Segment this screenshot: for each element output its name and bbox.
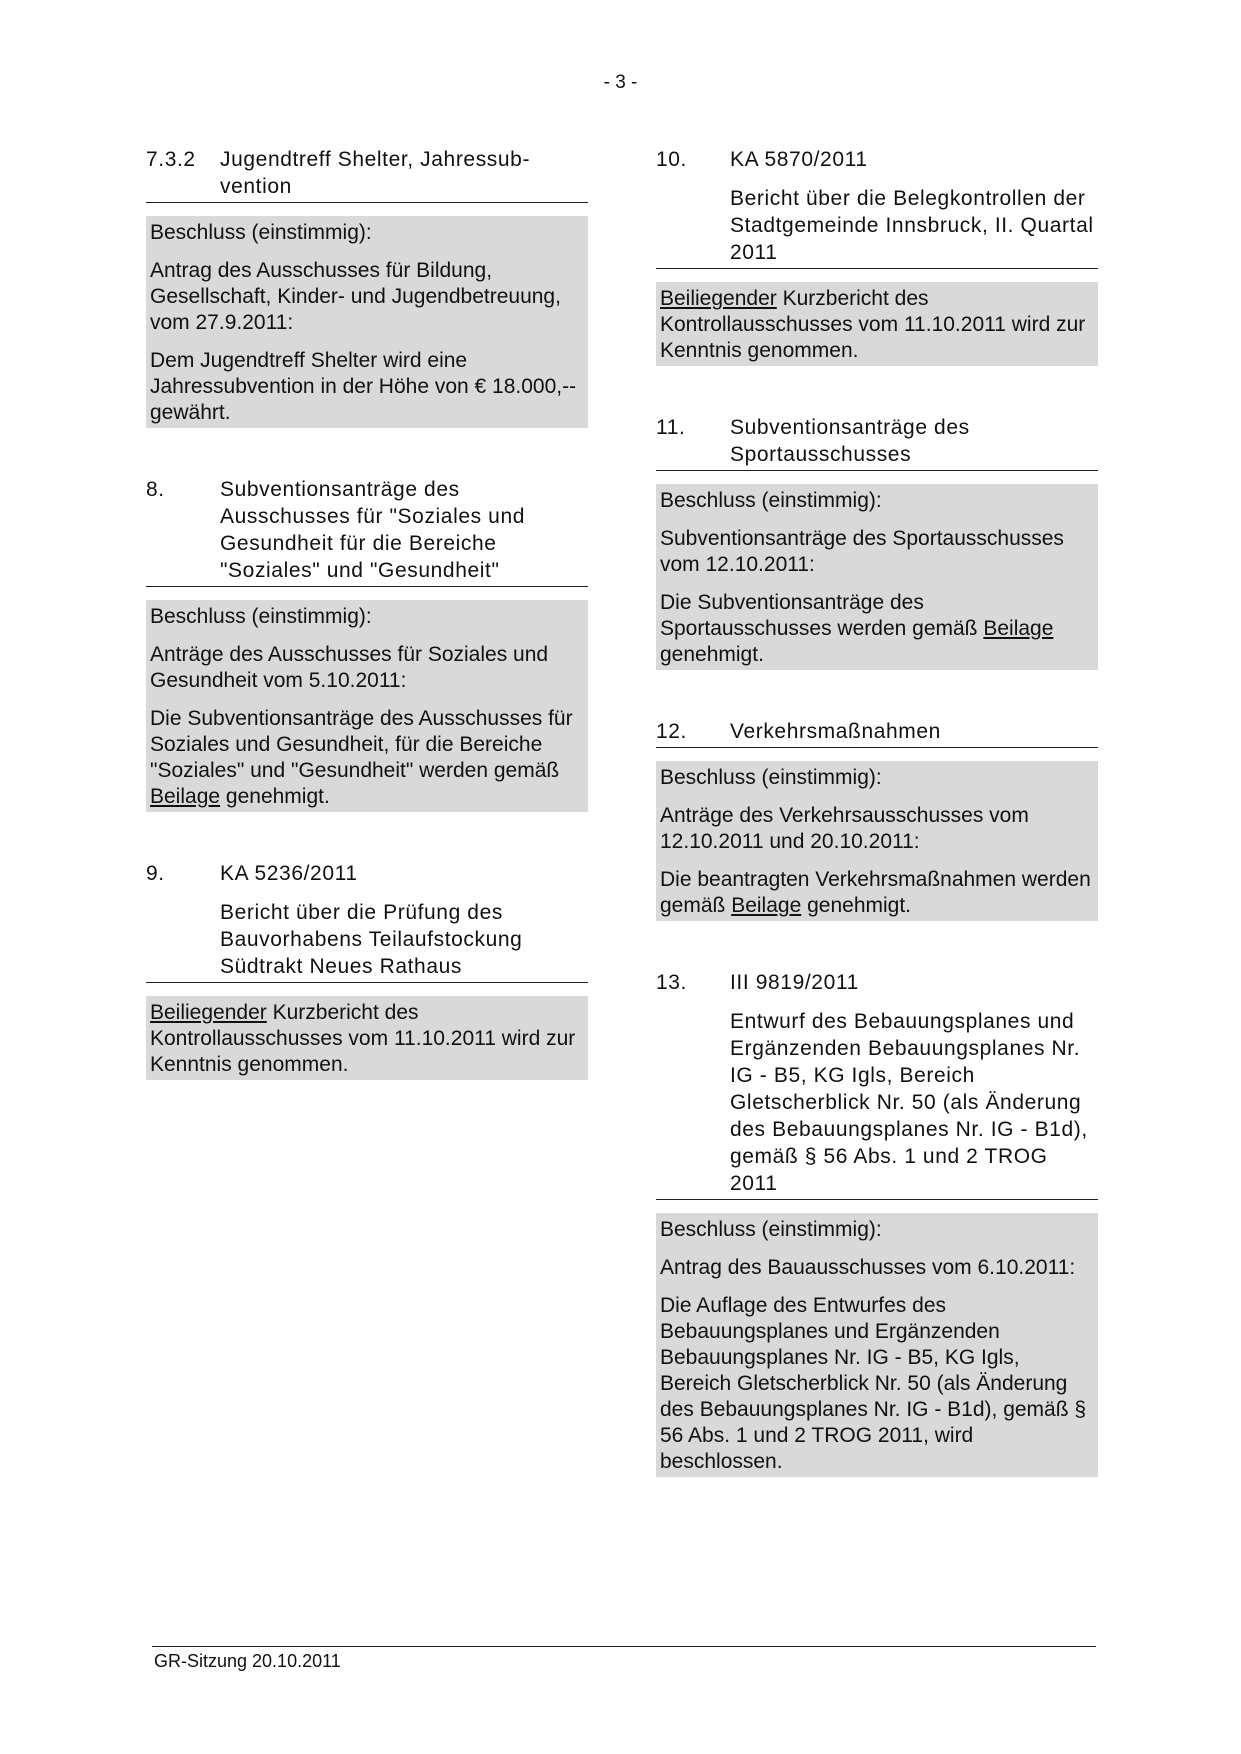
report-text xyxy=(660,286,1094,364)
resolution-label: Beschluss (einstimmig): xyxy=(150,221,372,244)
resolution-box xyxy=(146,216,588,428)
agenda-item-8 xyxy=(146,476,588,812)
item-heading xyxy=(146,860,588,983)
item-number: 9. xyxy=(146,862,165,885)
item-title: Jugendtreff Shelter, Jahressub-vention xyxy=(220,148,531,198)
decision-text-end: genehmigt. xyxy=(807,894,912,917)
motion-text: Antrag des Bauausschusses vom 6.10.2011: xyxy=(660,1256,1076,1279)
resolution-label: Beschluss (einstimmig): xyxy=(660,1218,882,1241)
agenda-item-7-3-2 xyxy=(146,146,588,428)
footer-divider xyxy=(152,1646,1096,1647)
left-column xyxy=(146,146,588,1128)
item-number: 13. xyxy=(656,971,687,994)
decision-text: Dem Jugendtreff Shelter wird eine Jahressubvention in der Höhe von € 18.000,-- gewährt. xyxy=(150,349,577,424)
item-title: KA 5236/2011 xyxy=(220,862,358,885)
agenda-item-9 xyxy=(146,860,588,1080)
item-title: III 9819/2011 xyxy=(730,971,859,994)
right-column xyxy=(656,146,1098,1525)
resolution-box xyxy=(146,600,588,812)
footer-session-date: GR-Sitzung 20.10.2011 xyxy=(154,1651,341,1671)
item-number: 10. xyxy=(656,148,687,171)
decision-text-end: genehmigt. xyxy=(225,785,330,808)
item-subtitle: Bericht über die Belegkontrollen der Stadtgemeinde Innsbruck, II. Quartal 2011 xyxy=(730,187,1094,264)
decision-text xyxy=(660,867,1094,919)
item-titles xyxy=(730,969,1098,1197)
decision-text-start: Die Subventionsanträge des Ausschusses für Soziales und Gesundheit, für die Bereiche "Soziales" und "Gesundheit" werden gemäß xyxy=(150,707,573,782)
resolution-box xyxy=(656,1213,1098,1477)
beilage-link[interactable]: Beilage xyxy=(983,617,1054,640)
resolution-box xyxy=(656,761,1098,921)
beilage-link[interactable]: Beilage xyxy=(150,785,221,808)
resolution-box xyxy=(656,484,1098,670)
page-number: - 3 - xyxy=(603,72,638,93)
item-heading xyxy=(656,146,1098,269)
agenda-item-13 xyxy=(656,969,1098,1477)
item-subtitle: Bericht über die Prüfung des Bauvorhabens Teilaufstockung Südtrakt Neues Rathaus xyxy=(220,901,523,978)
item-title: KA 5870/2011 xyxy=(730,148,868,171)
item-heading xyxy=(656,414,1098,471)
resolution-label: Beschluss (einstimmig): xyxy=(150,605,372,628)
agenda-item-10 xyxy=(656,146,1098,366)
decision-text-end: genehmigt. xyxy=(660,643,764,666)
beilage-link[interactable]: Beilage xyxy=(731,894,802,917)
report-body: Kurzbericht des Kontrollausschusses vom 11.10.2011 wird zur Kenntnis genommen. xyxy=(150,1001,576,1076)
decision-text: Die Auflage des Entwurfes des Bebauungsplanes und Ergänzenden Bebauungsplanes Nr. IG - B5, KG Igls, Bereich Gletscherblick Nr. 50 (als Änderung des Bebauungsplanes Nr. IG - B1d), gemäß § 56 Abs. 1 und 2 TROG 2011, wird beschlossen. xyxy=(660,1294,1087,1473)
item-heading xyxy=(656,718,1098,748)
item-number: 12. xyxy=(656,720,687,743)
decision-text xyxy=(150,706,584,810)
resolution-label: Beschluss (einstimmig): xyxy=(660,489,882,512)
item-heading xyxy=(146,476,588,587)
report-body: Kurzbericht des Kontrollausschusses vom 11.10.2011 wird zur Kenntnis genommen. xyxy=(660,287,1086,362)
item-number: 11. xyxy=(656,416,686,439)
item-number: 7.3.2 xyxy=(146,148,196,171)
agenda-item-11 xyxy=(656,414,1098,670)
report-box xyxy=(656,282,1098,366)
item-title: Subventionsanträge des Ausschusses für "Soziales und Gesundheit für die Bereiche "Soziales" und "Gesundheit" xyxy=(220,478,526,582)
decision-text-start: Die beantragten Verkehrsmaßnahmen werden gemäß xyxy=(660,868,1091,917)
motion-text: Anträge des Verkehrsausschusses vom 12.10.2011 und 20.10.2011: xyxy=(660,804,1029,853)
resolution-label: Beschluss (einstimmig): xyxy=(660,766,882,789)
item-title: Subventionsanträge des Sportausschusses xyxy=(730,416,970,466)
beiliegender-link[interactable]: Beiliegender xyxy=(660,287,777,310)
item-titles xyxy=(220,860,588,980)
beiliegender-link[interactable]: Beiliegender xyxy=(150,1001,267,1024)
decision-text xyxy=(660,590,1094,668)
report-text xyxy=(150,1000,584,1078)
item-title: Verkehrsmaßnahmen xyxy=(730,720,941,743)
item-heading xyxy=(656,969,1098,1200)
motion-text: Antrag des Ausschusses für Bildung, Gesellschaft, Kinder- und Jugendbetreuung, vom 27.9.2011: xyxy=(150,259,561,334)
report-box xyxy=(146,996,588,1080)
agenda-item-12 xyxy=(656,718,1098,921)
item-titles xyxy=(730,146,1098,266)
decision-text-start: Die Subventionsanträge des Sportausschusses werden gemäß xyxy=(660,591,978,640)
item-number: 8. xyxy=(146,478,165,501)
item-subtitle: Entwurf des Bebauungsplanes und Ergänzenden Bebauungsplanes Nr. IG - B5, KG Igls, Bereich Gletscherblick Nr. 50 (als Änderung des Bebauungsplanes Nr. IG - B1d), gemäß § 56 Abs. 1 und 2 TROG 2011 xyxy=(730,1010,1088,1195)
item-heading xyxy=(146,146,588,203)
motion-text: Anträge des Ausschusses für Soziales und Gesundheit vom 5.10.2011: xyxy=(150,643,549,692)
motion-text: Subventionsanträge des Sportausschusses vom 12.10.2011: xyxy=(660,527,1064,576)
